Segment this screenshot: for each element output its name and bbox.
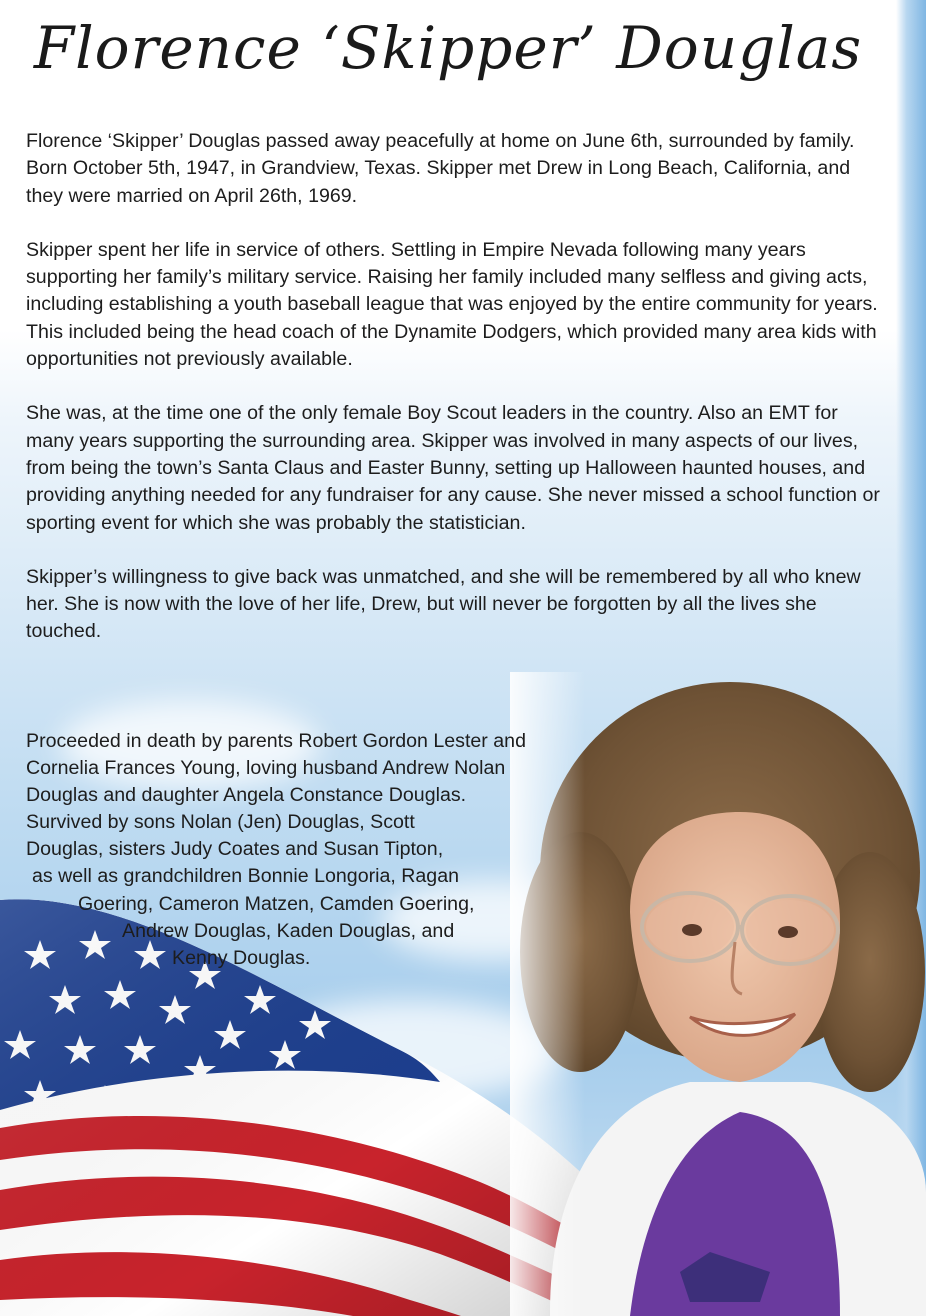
- obituary-text: [26, 128, 882, 673]
- survivors-line: Survived by sons Nolan (Jen) Douglas, Scott: [26, 811, 415, 834]
- paragraph: She was, at the time one of the only female Boy Scout leaders in the country. Also an EMT for many years supporting the surrounding area. Skipper was involved in many aspects of our lives, from being the town’s Santa Claus and Easter Bunny, setting up Halloween haunted houses, and providing anything needed for any fundraiser for any cause. She never missed a school function or sporting event for which she was probably the statistician.: [26, 402, 880, 534]
- survivors-line: Douglas, sisters Judy Coates and Susan Tipton,: [26, 838, 444, 861]
- page-title: Florence ‘Skipper’ Douglas: [33, 14, 863, 82]
- paragraph: Florence ‘Skipper’ Douglas passed away peacefully at home on June 6th, surrounded by family. Born October 5th, 1947, in Grandview, Texas. Skipper met Drew in Long Beach, California, and they were married on April 26th, 1969.: [26, 130, 855, 207]
- paragraph: Skipper spent her life in service of others. Settling in Empire Nevada following many years supporting her family’s military service. Raising her family included many selfless and giving acts, including establishing a youth baseball league that was enjoyed by the entire community for years. This included being the head coach of the Dynamite Dodgers, which provided many area kids with opportunities not previously available.: [26, 238, 878, 371]
- survivors-line: Kenny Douglas.: [172, 946, 311, 969]
- survivors-line: as well as grandchildren Bonnie Longoria, Ragan: [32, 865, 459, 888]
- survivors-line: Cornelia Frances Young, loving husband Andrew Nolan: [26, 757, 506, 780]
- survivors-line: Goering, Cameron Matzen, Camden Goering,: [78, 892, 475, 915]
- survivors-line: Proceeded in death by parents Robert Gordon Lester and: [26, 730, 526, 752]
- survivors-line: Andrew Douglas, Kaden Douglas, and: [122, 919, 455, 942]
- survivors-line: Douglas and daughter Angela Constance Douglas.: [26, 784, 467, 807]
- survivors-text: [26, 728, 626, 972]
- paragraph: Skipper’s willingness to give back was unmatched, and she will be remembered by all who knew her. She is now with the love of her life, Drew, but will never be forgotten by all the lives she touched.: [26, 565, 861, 643]
